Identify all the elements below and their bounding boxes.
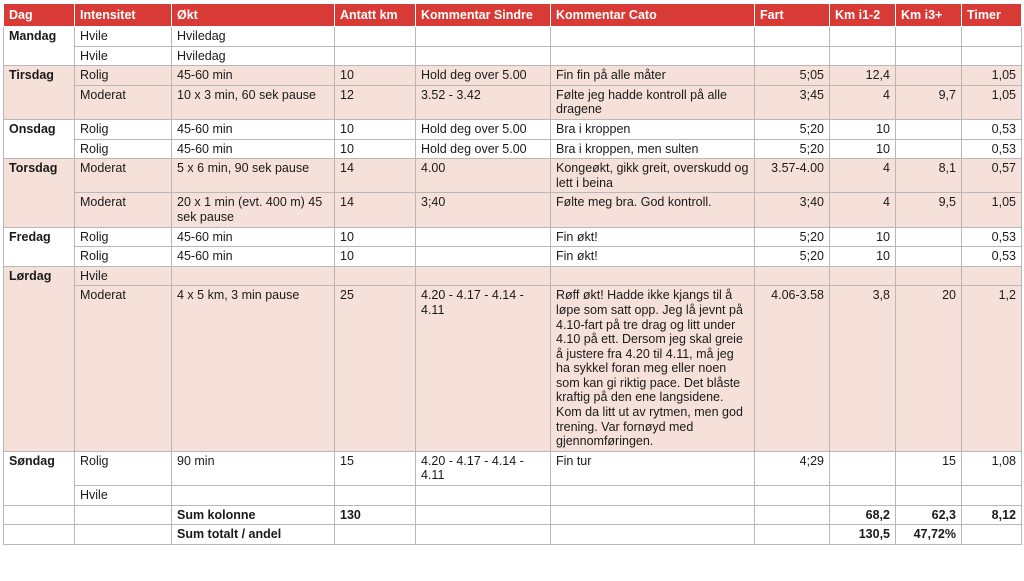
cell-sindre	[416, 46, 551, 66]
cell-intensitet: Moderat	[75, 286, 172, 452]
cell-okt: 45-60 min	[172, 247, 335, 267]
empty-cell	[4, 525, 75, 545]
col-header-antatt-km: Antatt km	[335, 4, 416, 27]
cell-fart	[755, 266, 830, 286]
cell-okt: Hviledag	[172, 27, 335, 47]
cell-km: 12	[335, 85, 416, 119]
cell-sindre: Hold deg over 5.00	[416, 139, 551, 159]
col-header-kommentar-sindre: Kommentar Sindre	[416, 4, 551, 27]
cell-fart: 3;40	[755, 193, 830, 227]
cell-km3	[896, 27, 962, 47]
summary-km3: 62,3	[896, 505, 962, 525]
cell-km3: 15	[896, 451, 962, 485]
cell-okt: 45-60 min	[172, 66, 335, 86]
table-row	[4, 85, 1022, 119]
day-cell: Mandag	[4, 27, 75, 66]
cell-km: 10	[335, 247, 416, 267]
cell-fart: 5;20	[755, 247, 830, 267]
cell-cato	[551, 266, 755, 286]
cell-km: 14	[335, 193, 416, 227]
cell-okt: 45-60 min	[172, 139, 335, 159]
cell-timer: 0,57	[962, 159, 1022, 193]
table-row	[4, 451, 1022, 485]
table-row	[4, 247, 1022, 267]
cell-timer: 1,05	[962, 85, 1022, 119]
cell-sindre	[416, 266, 551, 286]
empty-cell	[755, 505, 830, 525]
empty-cell	[75, 525, 172, 545]
col-header-km-i1-2: Km i1-2	[830, 4, 896, 27]
empty-cell	[335, 525, 416, 545]
cell-km12: 4	[830, 85, 896, 119]
cell-km3	[896, 46, 962, 66]
cell-km12: 4	[830, 193, 896, 227]
empty-cell	[416, 525, 551, 545]
cell-okt: 45-60 min	[172, 119, 335, 139]
cell-cato: Bra i kroppen, men sulten	[551, 139, 755, 159]
cell-cato: Fin økt!	[551, 227, 755, 247]
summary-label: Sum totalt / andel	[172, 525, 335, 545]
cell-timer: 1,08	[962, 451, 1022, 485]
cell-km12: 10	[830, 139, 896, 159]
cell-km: 10	[335, 119, 416, 139]
day-cell: Søndag	[4, 451, 75, 505]
summary-row-totalt	[4, 525, 1022, 545]
cell-sindre	[416, 486, 551, 506]
cell-cato: Bra i kroppen	[551, 119, 755, 139]
col-header-km-i3: Km i3+	[896, 4, 962, 27]
cell-timer	[962, 266, 1022, 286]
day-cell: Tirsdag	[4, 66, 75, 120]
cell-intensitet: Rolig	[75, 247, 172, 267]
cell-km3	[896, 139, 962, 159]
cell-okt: Hviledag	[172, 46, 335, 66]
cell-fart: 5;05	[755, 66, 830, 86]
cell-km3	[896, 266, 962, 286]
table-row	[4, 193, 1022, 227]
table-row	[4, 486, 1022, 506]
cell-sindre: 3;40	[416, 193, 551, 227]
cell-fart: 4.06-3.58	[755, 286, 830, 452]
cell-okt: 90 min	[172, 451, 335, 485]
training-log-table	[3, 3, 1022, 545]
cell-timer: 0,53	[962, 227, 1022, 247]
cell-okt	[172, 486, 335, 506]
cell-okt: 10 x 3 min, 60 sek pause	[172, 85, 335, 119]
cell-timer: 1,05	[962, 66, 1022, 86]
cell-km3	[896, 227, 962, 247]
cell-km12	[830, 46, 896, 66]
cell-km	[335, 27, 416, 47]
cell-km12: 10	[830, 227, 896, 247]
cell-sindre: 4.20 - 4.17 - 4.14 - 4.11	[416, 286, 551, 452]
table-row	[4, 139, 1022, 159]
cell-km: 10	[335, 227, 416, 247]
cell-km3: 9,5	[896, 193, 962, 227]
cell-timer: 0,53	[962, 247, 1022, 267]
cell-km3: 8,1	[896, 159, 962, 193]
cell-intensitet: Rolig	[75, 139, 172, 159]
cell-cato: Fin tur	[551, 451, 755, 485]
cell-fart	[755, 46, 830, 66]
cell-km12: 4	[830, 159, 896, 193]
cell-okt: 5 x 6 min, 90 sek pause	[172, 159, 335, 193]
col-header-okt: Økt	[172, 4, 335, 27]
empty-cell	[75, 505, 172, 525]
cell-okt: 4 x 5 km, 3 min pause	[172, 286, 335, 452]
cell-cato	[551, 486, 755, 506]
cell-km12	[830, 27, 896, 47]
cell-km: 25	[335, 286, 416, 452]
cell-intensitet: Hvile	[75, 266, 172, 286]
cell-sindre	[416, 227, 551, 247]
cell-cato: Følte jeg hadde kontroll på alle dragene	[551, 85, 755, 119]
cell-intensitet: Hvile	[75, 27, 172, 47]
cell-km: 10	[335, 139, 416, 159]
empty-cell	[755, 525, 830, 545]
cell-km12: 10	[830, 247, 896, 267]
cell-fart: 5;20	[755, 119, 830, 139]
cell-okt	[172, 266, 335, 286]
col-header-dag: Dag	[4, 4, 75, 27]
col-header-kommentar-cato: Kommentar Cato	[551, 4, 755, 27]
cell-fart: 3;45	[755, 85, 830, 119]
summary-km3: 47,72%	[896, 525, 962, 545]
summary-km12: 130,5	[830, 525, 896, 545]
cell-timer: 0,53	[962, 119, 1022, 139]
cell-cato: Fin fin på alle måter	[551, 66, 755, 86]
cell-intensitet: Moderat	[75, 193, 172, 227]
cell-km12: 12,4	[830, 66, 896, 86]
header-row	[4, 4, 1022, 27]
table-row	[4, 266, 1022, 286]
cell-km12	[830, 266, 896, 286]
summary-timer: 8,12	[962, 505, 1022, 525]
cell-okt: 20 x 1 min (evt. 400 m) 45 sek pause	[172, 193, 335, 227]
table-row	[4, 66, 1022, 86]
cell-km3	[896, 66, 962, 86]
cell-fart: 4;29	[755, 451, 830, 485]
cell-sindre: 4.00	[416, 159, 551, 193]
cell-fart: 3.57-4.00	[755, 159, 830, 193]
col-header-fart: Fart	[755, 4, 830, 27]
cell-cato: Røff økt! Hadde ikke kjangs til å løpe som satt opp. Jeg lå jevnt på 4.10-fart på tre drag og litt under 4.10 på ett. Dersom jeg skal greie å justere fra 4.20 til 4.11, må jeg ha sykkel foran meg eller noen som kan gi riktig pace. Det blåste kraftig på den ene langsidene. Kom da litt ut av rytmen, men god trening. Var fornøyd med gjennomføringen.	[551, 286, 755, 452]
summary-row-kolonne	[4, 505, 1022, 525]
cell-sindre: Hold deg over 5.00	[416, 66, 551, 86]
day-cell: Lørdag	[4, 266, 75, 451]
table-row	[4, 119, 1022, 139]
cell-cato	[551, 46, 755, 66]
table-row	[4, 286, 1022, 452]
cell-km: 14	[335, 159, 416, 193]
table-row	[4, 159, 1022, 193]
cell-timer	[962, 27, 1022, 47]
table-row	[4, 27, 1022, 47]
cell-sindre	[416, 247, 551, 267]
cell-km: 15	[335, 451, 416, 485]
cell-sindre: Hold deg over 5.00	[416, 119, 551, 139]
cell-cato: Kongeøkt, gikk greit, overskudd og lett i beina	[551, 159, 755, 193]
cell-timer	[962, 486, 1022, 506]
cell-km12: 10	[830, 119, 896, 139]
summary-km: 130	[335, 505, 416, 525]
col-header-timer: Timer	[962, 4, 1022, 27]
cell-timer	[962, 46, 1022, 66]
cell-intensitet: Rolig	[75, 119, 172, 139]
cell-km	[335, 266, 416, 286]
cell-km	[335, 46, 416, 66]
cell-km12	[830, 451, 896, 485]
empty-cell	[551, 505, 755, 525]
cell-intensitet: Moderat	[75, 85, 172, 119]
cell-km3	[896, 247, 962, 267]
cell-km12	[830, 486, 896, 506]
cell-fart	[755, 27, 830, 47]
cell-km	[335, 486, 416, 506]
table-row	[4, 46, 1022, 66]
cell-fart: 5;20	[755, 227, 830, 247]
cell-timer: 0,53	[962, 139, 1022, 159]
day-cell: Torsdag	[4, 159, 75, 227]
cell-sindre: 4.20 - 4.17 - 4.14 - 4.11	[416, 451, 551, 485]
cell-intensitet: Rolig	[75, 451, 172, 485]
empty-cell	[962, 525, 1022, 545]
cell-intensitet: Rolig	[75, 66, 172, 86]
cell-intensitet: Hvile	[75, 486, 172, 506]
cell-km: 10	[335, 66, 416, 86]
cell-intensitet: Moderat	[75, 159, 172, 193]
cell-fart	[755, 486, 830, 506]
summary-label: Sum kolonne	[172, 505, 335, 525]
cell-intensitet: Rolig	[75, 227, 172, 247]
cell-km12: 3,8	[830, 286, 896, 452]
cell-sindre	[416, 27, 551, 47]
table-row	[4, 227, 1022, 247]
cell-intensitet: Hvile	[75, 46, 172, 66]
cell-km3: 9,7	[896, 85, 962, 119]
cell-sindre: 3.52 - 3.42	[416, 85, 551, 119]
cell-km3: 20	[896, 286, 962, 452]
cell-km3	[896, 486, 962, 506]
cell-okt: 45-60 min	[172, 227, 335, 247]
summary-km12: 68,2	[830, 505, 896, 525]
empty-cell	[551, 525, 755, 545]
cell-cato: Følte meg bra. God kontroll.	[551, 193, 755, 227]
day-cell: Fredag	[4, 227, 75, 266]
cell-cato: Fin økt!	[551, 247, 755, 267]
day-cell: Onsdag	[4, 119, 75, 158]
empty-cell	[4, 505, 75, 525]
cell-timer: 1,2	[962, 286, 1022, 452]
cell-fart: 5;20	[755, 139, 830, 159]
cell-cato	[551, 27, 755, 47]
col-header-intensitet: Intensitet	[75, 4, 172, 27]
empty-cell	[416, 505, 551, 525]
cell-km3	[896, 119, 962, 139]
cell-timer: 1,05	[962, 193, 1022, 227]
